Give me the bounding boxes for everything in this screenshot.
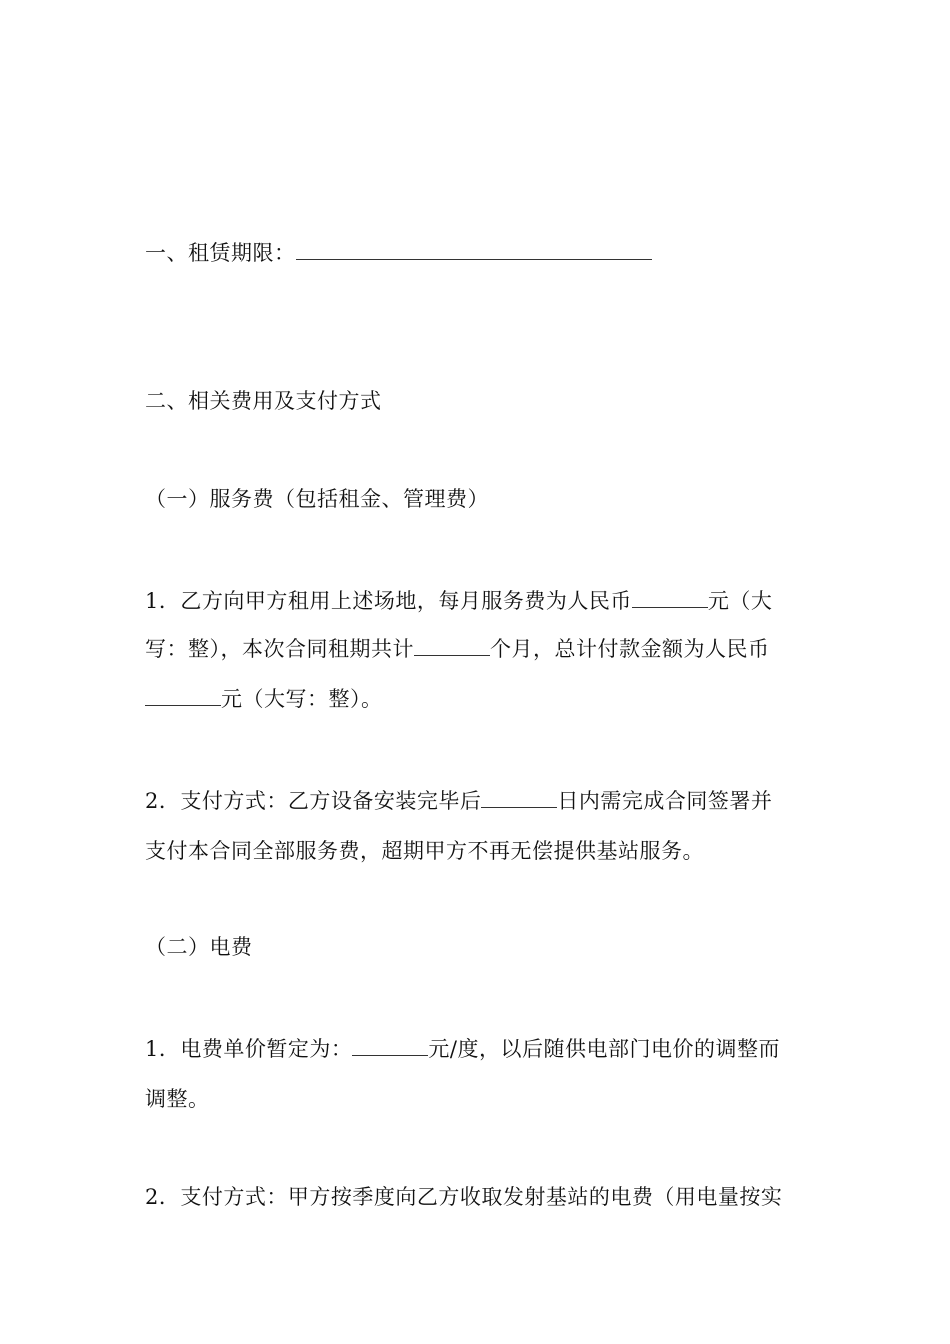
- text: 2．支付方式：乙方设备安装完毕后: [145, 789, 482, 813]
- lease-term-line: [145, 238, 652, 268]
- text: 元/度，以后随供电部门电价的调整而: [428, 1037, 780, 1061]
- electricity-item1-line2: 调整。: [145, 1087, 210, 1111]
- lease-term-blank: [296, 239, 652, 260]
- text: 写：整），本次合同租期共计: [145, 637, 414, 661]
- total-amount-blank: [145, 687, 221, 706]
- fees-heading: 二、相关费用及支付方式: [145, 389, 382, 413]
- service-fee-item1-line2: [145, 634, 770, 664]
- service-fee-item1-line3: [145, 684, 383, 714]
- service-fee-item1-line1: [145, 586, 772, 616]
- electricity-item2-line1: 2．支付方式：甲方按季度向乙方收取发射基站的电费（用电量按实: [145, 1185, 783, 1209]
- lease-term-label: 一、租赁期限：: [145, 241, 296, 265]
- service-fee-item2-line2: 支付本合同全部服务费，超期甲方不再无偿提供基站服务。: [145, 839, 704, 863]
- service-fee-heading: （一）服务费（包括租金、管理费）: [145, 487, 489, 511]
- months-blank: [414, 637, 490, 656]
- text: 1．电费单价暂定为：: [145, 1037, 353, 1061]
- monthly-fee-blank: [632, 589, 708, 608]
- text: 个月，总计付款金额为人民币: [490, 637, 770, 661]
- unit-price-blank: [352, 1037, 428, 1056]
- electricity-item1-line1: [145, 1034, 780, 1064]
- text: 元（大: [707, 589, 773, 613]
- service-fee-item2-line1: [145, 786, 772, 816]
- text: 1．乙方向甲方租用上述场地，每月服务费为人民币: [145, 589, 632, 613]
- days-blank: [481, 789, 557, 808]
- electricity-heading: （二）电费: [145, 935, 253, 959]
- text: 日内需完成合同签署并: [557, 789, 773, 813]
- text: 元（大写：整）。: [221, 687, 383, 711]
